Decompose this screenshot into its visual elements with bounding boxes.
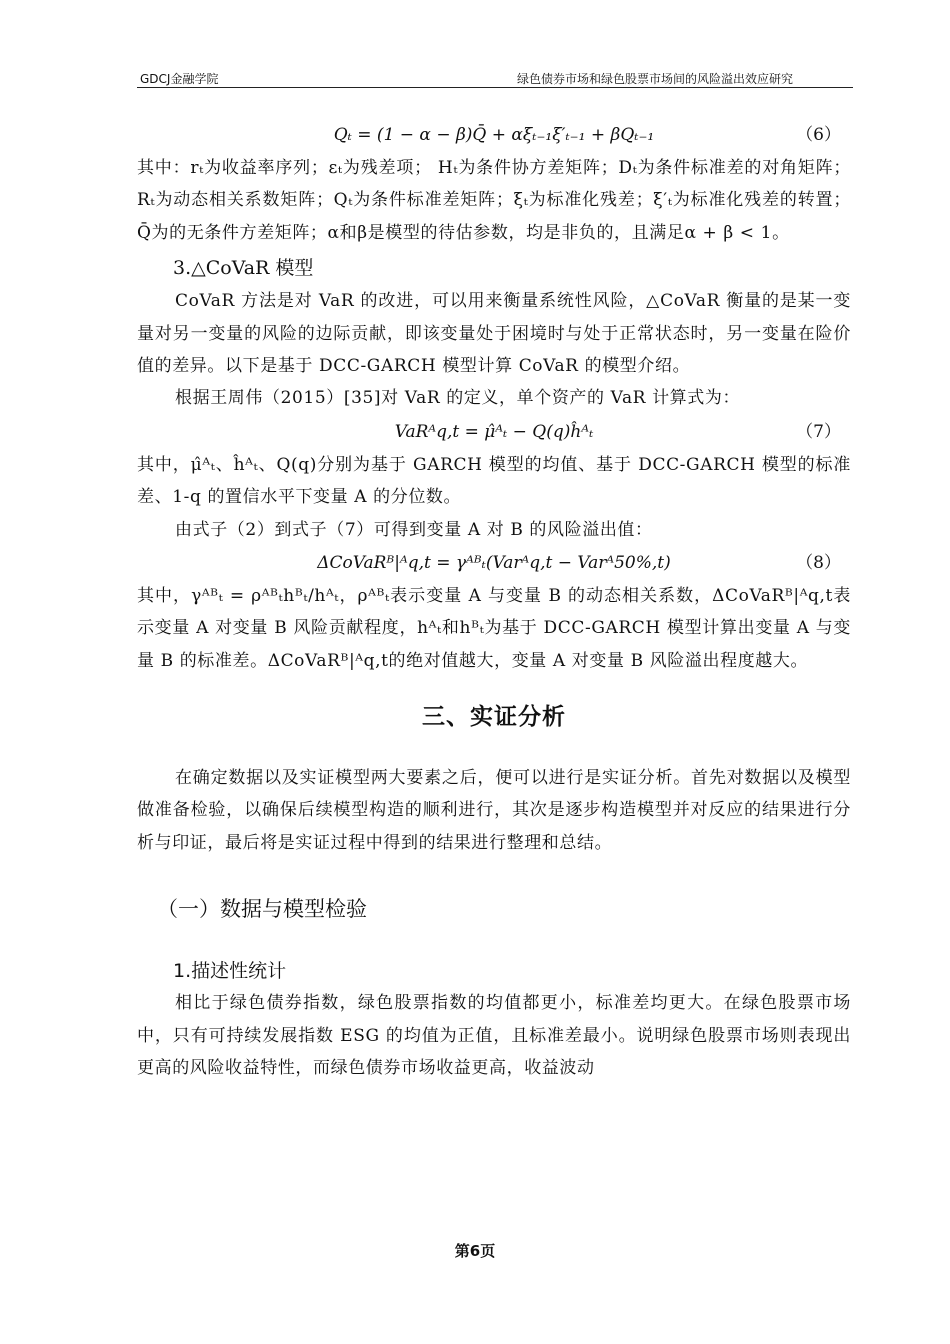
page-content: [137, 118, 851, 1085]
paragraph-var-def: 根据王周伟（2015）[35]对 VaR 的定义，单个资产的 VaR 计算式为：: [175, 388, 741, 409]
paragraph-spillover-intro: 由式子（2）到式子（7）可得到变量 A 对 B 的风险溢出值：: [175, 519, 653, 540]
equation-8-expr: ΔCoVaRᴮ|ᴬq,t = γᴬᴮₜ(Varᴬq,t − Varᴬ50%,t): [317, 553, 671, 574]
equation-6-expr: Qₜ = (1 − α − β)Q̄ + αξₜ₋₁ξ′ₜ₋₁ + βQₜ₋₁: [333, 125, 655, 145]
equation-6: [137, 118, 851, 152]
equation-7-number: （7）: [796, 421, 841, 442]
paragraph-empirical-intro: 在确定数据以及实证模型两大要素之后，便可以进行是实证分析。首先对数据以及模型做准备检验，以确保后续模型构造的顺利进行，其次是逐步构造模型并对反应的结果进行分析与印证，最后将是实证过程中得到的结果进行整理和总结。: [137, 767, 851, 853]
equation-7: [137, 415, 851, 449]
equation-7-expr: VaRᴬq,t = μ̂ᴬₜ − Q(q)ĥᴬₜ: [394, 421, 594, 442]
paragraph-spillover-explain: 其中，γᴬᴮₜ = ρᴬᴮₜhᴮₜ/hᴬₜ，ρᴬᴮₜ表示变量 A 与变量 B 的动态相关系数，ΔCoVaRᴮ|ᴬq,t表示变量 A 对变量 B 风险贡献程度，hᴬₜ和hᴮₜ为基于 DCC-GARCH 模型计算出变量 A 与变量 B 的标准差。ΔCoVaRᴮ|ᴬq,t的绝对值越大，变量 A 对变量 B 风险溢出程度越大。: [137, 586, 851, 671]
paragraph-covar-intro: CoVaR 方法是对 VaR 的改进，可以用来衡量系统性风险，△CoVaR 衡量的是某一变量对另一变量的风险的边际贡献，即该变量处于困境时与处于正常状态时，另一变量在险价值的差异。以下是基于 DCC-GARCH 模型计算 CoVaR 的模型介绍。: [137, 291, 851, 377]
equation-8: [137, 546, 851, 580]
subsubsection-heading: 1.描述性统计: [173, 960, 287, 983]
equation-8-number: （8）: [796, 553, 841, 574]
page-header: [137, 69, 853, 88]
header-school: GDCJ金融学院: [140, 72, 219, 86]
header-title: 绿色债券市场和绿色股票市场间的风险溢出效应研究: [516, 72, 793, 86]
paragraph-definitions: 其中：rₜ为收益率序列；εₜ为残差项； Hₜ为条件协方差矩阵；Dₜ为条件标准差的对角矩阵；Rₜ为动态相关系数矩阵；Qₜ为条件标准差矩阵；ξₜ为标准化残差；ξ′ₜ为标准化残差的转置；Q̄为的无条件方差矩阵；α和β是模型的待估参数，均是非负的，且满足α + β < 1。: [137, 158, 851, 243]
equation-6-number: （6）: [796, 125, 841, 145]
paragraph-descriptive-stats: 相比于绿色债券指数，绿色股票指数的均值都更小，标准差均更大。在绿色股票市场中，只有可持续发展指数 ESG 的均值为正值，且标准差最小。说明绿色股票市场则表现出更高的风险收益特性，而绿色债券市场收益更高，收益波动: [137, 993, 851, 1079]
section-heading: 三、实证分析: [422, 704, 566, 731]
subsection-covar: 3.△CoVaR 模型: [173, 257, 314, 280]
page-number: 第6页: [454, 1242, 496, 1260]
subsection-heading: （一）数据与模型检验: [157, 896, 367, 921]
paragraph-var-explain: 其中，μ̂ᴬₜ、ĥᴬₜ、Q(q)分别为基于 GARCH 模型的均值、基于 DCC-GARCH 模型的标准差、1-q 的置信水平下变量 A 的分位数。: [137, 454, 851, 508]
